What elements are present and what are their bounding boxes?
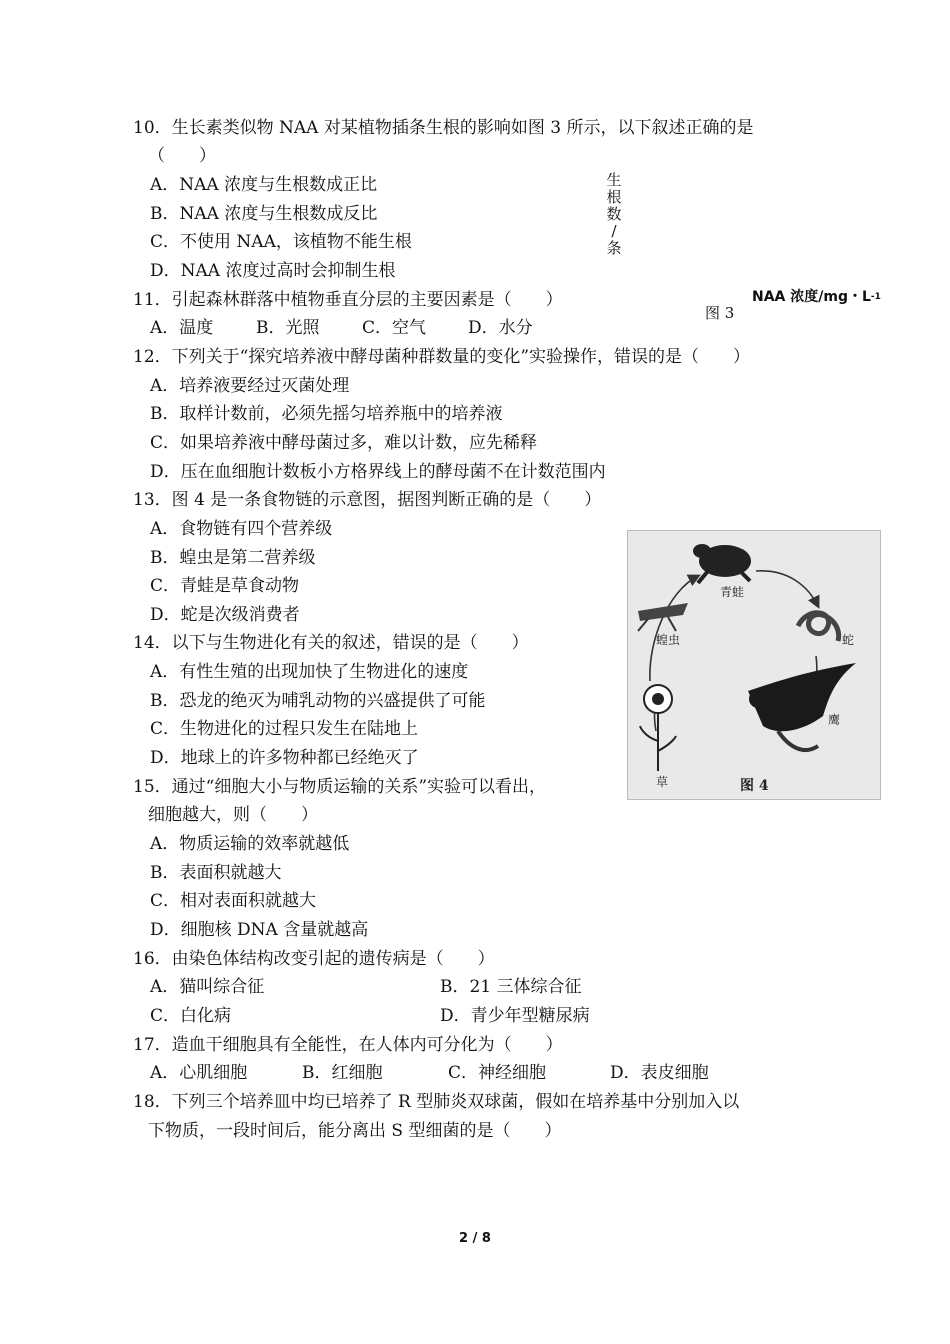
figure3-y-char: 数 [606, 205, 622, 223]
label-locust: 蝗虫 [656, 633, 681, 647]
question-10-option-b: B．NAA 浓度与生根数成反比 [150, 204, 378, 224]
question-12-option-b: B．取样计数前，必须先摇匀培养瓶中的培养液 [150, 404, 503, 424]
arrow-frog-to-snake [756, 571, 818, 606]
figure3-y-axis-label [604, 172, 624, 257]
question-17-stem: 17．造血干细胞具有全能性，在人体内可分化为（ ） [133, 1035, 563, 1055]
question-12-option-a: A．培养液要经过灭菌处理 [150, 376, 350, 396]
figure4-food-chain [627, 530, 881, 800]
question-14-stem: 14．以下与生物进化有关的叙述，错误的是（ ） [133, 633, 529, 653]
snake-icon [798, 613, 839, 641]
page-number: 2 / 8 [459, 1231, 491, 1246]
question-17-option-d: D．表皮细胞 [610, 1063, 709, 1083]
question-10-stem: 10．生长素类似物 NAA 对某植物插条生根的影响如图 3 所示，以下叙述正确的是 [133, 118, 754, 138]
question-13-option-c: C．青蛙是草食动物 [150, 576, 300, 596]
figure3-x-axis-exponent: -1 [870, 292, 881, 302]
question-10-option-c: C．不使用 NAA，该植物不能生根 [150, 232, 412, 252]
question-15-stem-cont: 细胞越大，则（ ） [148, 805, 318, 825]
question-18-stem-cont: 下物质，一段时间后，能分离出 S 型细菌的是（ ） [148, 1121, 562, 1141]
question-12-option-c: C．如果培养液中酵母菌过多，难以计数，应先稀释 [150, 433, 538, 453]
question-17-option-c: C．神经细胞 [448, 1063, 547, 1083]
question-13-option-d: D．蛇是次级消费者 [150, 605, 300, 625]
question-13-option-b: B．蝗虫是第二营养级 [150, 548, 316, 568]
label-hawk: 鹰 [828, 713, 841, 727]
question-11-option-b: B．光照 [256, 318, 320, 338]
question-17-option-b: B．红细胞 [302, 1063, 383, 1083]
question-14-option-d: D．地球上的许多物种都已经绝灭了 [150, 748, 419, 768]
label-snake: 蛇 [842, 633, 855, 647]
question-10-stem-cont: （ ） [148, 146, 216, 166]
label-grass: 草 [656, 775, 669, 789]
question-17-option-a: A．心肌细胞 [150, 1063, 248, 1083]
question-11-option-a: A．温度 [150, 318, 214, 338]
question-14-option-c: C．生物进化的过程只发生在陆地上 [150, 719, 419, 739]
question-14-option-a: A．有性生殖的出现加快了生物进化的速度 [150, 662, 469, 682]
question-12-option-d: D．压在血细胞计数板小方格界线上的酵母菌不在计数范围内 [150, 462, 606, 482]
question-16-option-a: A．猫叫综合征 [150, 977, 265, 997]
question-15-option-a: A．物质运输的效率就越低 [150, 834, 350, 854]
question-10-option-a: A．NAA 浓度与生根数成正比 [150, 175, 378, 195]
question-16-stem: 16．由染色体结构改变引起的遗传病是（ ） [133, 949, 495, 969]
figure3-y-char: 生 [606, 171, 622, 189]
grass-icon [640, 685, 676, 771]
question-13-stem: 13．图 4 是一条食物链的示意图，据图判断正确的是（ ） [133, 490, 602, 510]
question-12-stem: 12．下列关于“探究培养液中酵母菌种群数量的变化”实验操作，错误的是（ ） [133, 347, 751, 367]
figure4-caption: 图 4 [740, 778, 769, 794]
figure3-x-axis-label [752, 286, 881, 306]
figure3-y-char: 根 [606, 188, 622, 206]
question-16-option-b: B．21 三体综合征 [440, 977, 582, 997]
question-11-option-c: C．空气 [362, 318, 427, 338]
figure3-y-char: /条 [606, 222, 622, 257]
question-10-option-d: D．NAA 浓度过高时会抑制生根 [150, 261, 396, 281]
question-11-option-d: D．水分 [468, 318, 533, 338]
question-11-stem: 11．引起森林群落中植物垂直分层的主要因素是（ ） [133, 290, 563, 310]
question-13-option-a: A．食物链有四个营养级 [150, 519, 333, 539]
question-15-option-b: B．表面积就越大 [150, 863, 282, 883]
hawk-icon [748, 663, 856, 750]
question-15-stem: 15．通过“细胞大小与物质运输的关系”实验可以看出， [133, 777, 547, 797]
figure3-x-axis-text: NAA 浓度/mg・L [752, 289, 871, 305]
frog-icon [693, 544, 751, 583]
question-15-option-d: D．细胞核 DNA 含量就越高 [150, 920, 369, 940]
question-14-option-b: B．恐龙的绝灭为哺乳动物的兴盛提供了可能 [150, 691, 486, 711]
question-18-stem: 18．下列三个培养皿中均已培养了 R 型肺炎双球菌，假如在培养基中分别加入以 [133, 1092, 740, 1112]
figure3-caption: 图 3 [705, 304, 735, 322]
locust-icon [638, 603, 688, 631]
question-16-option-c: C．白化病 [150, 1006, 232, 1026]
figure4-drawing [628, 531, 880, 799]
question-16-option-d: D．青少年型糖尿病 [440, 1006, 590, 1026]
label-frog: 青蛙 [720, 585, 745, 599]
question-15-option-c: C．相对表面积就越大 [150, 891, 317, 911]
